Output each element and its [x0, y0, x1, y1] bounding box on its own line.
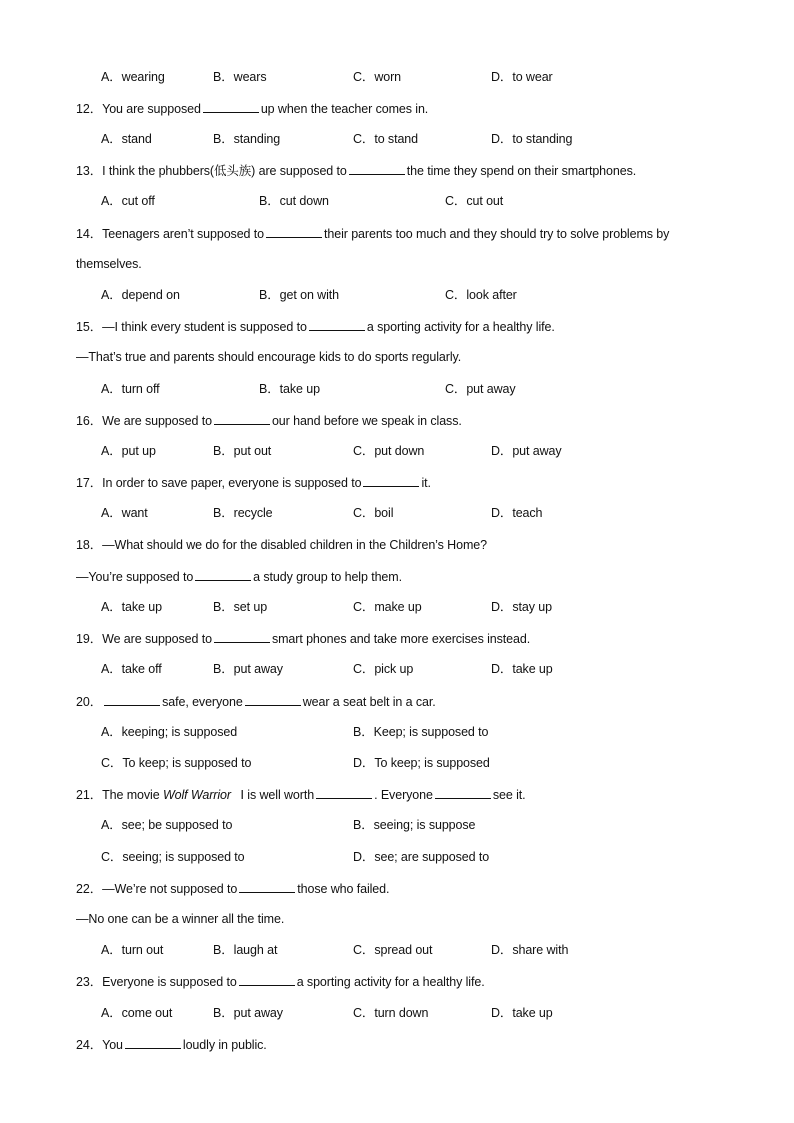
- q23-stem: [76, 973, 485, 990]
- q22-reply: —No one can be a winner all the time.: [76, 912, 285, 926]
- q20-option-d[interactable]: D．To keep; is supposed: [353, 756, 490, 770]
- q22-option-b[interactable]: B．laugh at: [213, 943, 278, 957]
- answer-blank[interactable]: [214, 630, 270, 643]
- q15-reply: —That’s true and parents should encourage kids to do sports regularly.: [76, 350, 462, 364]
- q19-stem-text-end: smart phones and take more exercises instead.: [271, 632, 531, 646]
- q16-options: [0, 443, 794, 459]
- q12-stem-text-end: up when the teacher comes in.: [260, 102, 429, 116]
- q18-reply-text: —You’re supposed to: [76, 570, 194, 584]
- answer-blank[interactable]: [266, 225, 322, 238]
- q16-stem-text-end: our hand before we speak in class.: [271, 414, 462, 428]
- q17-stem: [76, 474, 431, 491]
- q16-option-a[interactable]: A．put up: [101, 444, 156, 458]
- q21-option-d[interactable]: D．see; are supposed to: [353, 850, 490, 864]
- answer-blank[interactable]: [104, 693, 160, 706]
- q23-option-b[interactable]: B．put away: [213, 1006, 283, 1020]
- q17-options: [0, 505, 794, 521]
- q19-option-b[interactable]: B．put away: [213, 662, 283, 676]
- q21-options-row1: [0, 817, 794, 833]
- q11-option-b[interactable]: B．wears: [213, 70, 267, 84]
- q20-stem-text-end: wear a seat belt in a car.: [302, 695, 436, 709]
- q20-stem: [76, 693, 436, 710]
- q21-option-c[interactable]: C．seeing; is supposed to: [101, 850, 245, 864]
- q12-stem-text: 12．You are supposed: [76, 102, 201, 116]
- q18-reply-text-end: a study group to help them.: [253, 570, 402, 584]
- q11-option-c[interactable]: C．worn: [353, 70, 402, 84]
- q21-stem-text-mid2: . Everyone: [374, 788, 433, 802]
- q18-reply: [76, 568, 402, 585]
- q16-option-b[interactable]: B．put out: [213, 444, 272, 458]
- q14-option-a[interactable]: A．depend on: [101, 288, 180, 302]
- answer-blank[interactable]: [435, 786, 491, 799]
- q21-stem-text-end: see it.: [492, 788, 526, 802]
- q20-option-c[interactable]: C．To keep; is supposed to: [101, 756, 252, 770]
- q19-option-a[interactable]: A．take off: [101, 662, 162, 676]
- answer-blank[interactable]: [203, 100, 259, 113]
- q15-option-a[interactable]: A．turn off: [101, 382, 160, 396]
- q16-option-d[interactable]: D．put away: [491, 444, 562, 458]
- q21-stem-text: 21．The movie: [76, 788, 160, 802]
- q24-stem-text: 24．You: [76, 1038, 123, 1052]
- q19-option-d[interactable]: D．take up: [491, 662, 553, 676]
- q21-stem: [76, 786, 526, 803]
- q18-option-d[interactable]: D．stay up: [491, 600, 552, 614]
- answer-blank[interactable]: [239, 880, 295, 893]
- q16-stem: [76, 412, 462, 429]
- q14-option-c[interactable]: C．look after: [445, 288, 517, 302]
- q23-stem-text: 23．Everyone is supposed to: [76, 975, 237, 989]
- q15-options: [0, 381, 794, 397]
- q15-option-b[interactable]: B．take up: [259, 382, 320, 396]
- q22-stem-text-end: those who failed.: [297, 882, 390, 896]
- q15-stem-text: 15．—I think every student is supposed to: [76, 320, 307, 334]
- answer-blank[interactable]: [214, 412, 270, 425]
- q23-stem-text-end: a sporting activity for a healthy life.: [296, 975, 485, 989]
- answer-blank[interactable]: [363, 474, 419, 487]
- q15-stem-text-end: a sporting activity for a healthy life.: [366, 320, 555, 334]
- q20-option-a[interactable]: A．keeping; is supposed: [101, 725, 238, 739]
- answer-blank[interactable]: [239, 973, 295, 986]
- q18-option-b[interactable]: B．set up: [213, 600, 268, 614]
- q20-option-b[interactable]: B．Keep; is supposed to: [353, 725, 489, 739]
- q19-options: [0, 661, 794, 677]
- q22-stem: [76, 880, 389, 897]
- q17-option-a[interactable]: A．want: [101, 506, 148, 520]
- answer-blank[interactable]: [349, 162, 405, 175]
- q13-stem: [76, 162, 636, 179]
- q17-option-c[interactable]: C．boil: [353, 506, 394, 520]
- q18-options: [0, 599, 794, 615]
- q12-option-c[interactable]: C．to stand: [353, 132, 419, 146]
- q17-option-b[interactable]: B．recycle: [213, 506, 273, 520]
- q12-option-b[interactable]: B．standing: [213, 132, 281, 146]
- q19-stem-text: 19．We are supposed to: [76, 632, 212, 646]
- q12-option-a[interactable]: A．stand: [101, 132, 152, 146]
- q22-stem-text: 22．—We’re not supposed to: [76, 882, 238, 896]
- q22-option-c[interactable]: C．spread out: [353, 943, 433, 957]
- q23-option-d[interactable]: D．take up: [491, 1006, 553, 1020]
- q11-options: [0, 69, 794, 85]
- q12-option-d[interactable]: D．to standing: [491, 132, 573, 146]
- answer-blank[interactable]: [245, 693, 301, 706]
- q20-options-row2: [0, 755, 794, 771]
- q21-option-b[interactable]: B．seeing; is suppose: [353, 818, 476, 832]
- answer-blank[interactable]: [195, 568, 251, 581]
- q17-option-d[interactable]: D．teach: [491, 506, 543, 520]
- q21-options-row2: [0, 849, 794, 865]
- q15-option-c[interactable]: C．put away: [445, 382, 516, 396]
- q22-options: [0, 942, 794, 958]
- q19-option-c[interactable]: C．pick up: [353, 662, 414, 676]
- q18-option-c[interactable]: C．make up: [353, 600, 422, 614]
- q23-option-c[interactable]: C．turn down: [353, 1006, 429, 1020]
- q11-option-a[interactable]: A．wearing: [101, 70, 165, 84]
- q18-stem: 18．—What should we do for the disabled children in the Children’s Home?: [76, 538, 487, 552]
- q12-stem: [76, 100, 428, 117]
- q24-stem-text-end: loudly in public.: [182, 1038, 267, 1052]
- q20-options-row1: [0, 724, 794, 740]
- answer-blank[interactable]: [316, 786, 372, 799]
- q13-option-a[interactable]: A．cut off: [101, 194, 155, 208]
- q13-option-b[interactable]: B．cut down: [259, 194, 329, 208]
- q20-stem-text: safe, everyone: [162, 695, 243, 709]
- q13-stem-text-end: the time they spend on their smartphones.: [406, 164, 637, 178]
- q23-options: [0, 1005, 794, 1021]
- q20-number: 20．: [76, 695, 103, 709]
- q21-stem-text-mid: is well worth: [247, 788, 315, 802]
- q22-option-a[interactable]: A．turn out: [101, 943, 164, 957]
- q13-option-c[interactable]: C．cut out: [445, 194, 504, 208]
- answer-blank[interactable]: [125, 1036, 181, 1049]
- movie-title: Wolf Warrior: [162, 788, 231, 802]
- q14-stem-cont: themselves.: [76, 257, 142, 271]
- roman-numeral: Ⅰ: [240, 788, 244, 802]
- q17-stem-text-end: it.: [421, 476, 431, 490]
- q14-stem-text: 14．Teenagers aren’t supposed to: [76, 227, 265, 241]
- q16-option-c[interactable]: C．put down: [353, 444, 425, 458]
- q22-option-d[interactable]: D．share with: [491, 943, 569, 957]
- q13-stem-text: 13．I think the phubbers(低头族) are supposed to: [76, 164, 347, 178]
- q23-option-a[interactable]: A．come out: [101, 1006, 173, 1020]
- q19-stem: [76, 630, 530, 647]
- q14-option-b[interactable]: B．get on with: [259, 288, 339, 302]
- q15-stem: [76, 318, 555, 335]
- q12-options: [0, 131, 794, 147]
- q11-option-d[interactable]: D．to wear: [491, 70, 553, 84]
- q17-stem-text: 17．In order to save paper, everyone is supposed to: [76, 476, 362, 490]
- q18-option-a[interactable]: A．take up: [101, 600, 162, 614]
- q14-stem-text-end: their parents too much and they should try to solve problems by: [324, 227, 670, 241]
- q21-option-a[interactable]: A．see; be supposed to: [101, 818, 233, 832]
- q14-options: [0, 287, 794, 303]
- q14-stem: [76, 225, 669, 242]
- answer-blank[interactable]: [309, 318, 365, 331]
- q24-stem: [76, 1036, 267, 1053]
- q16-stem-text: 16．We are supposed to: [76, 414, 212, 428]
- q13-options: [0, 193, 794, 209]
